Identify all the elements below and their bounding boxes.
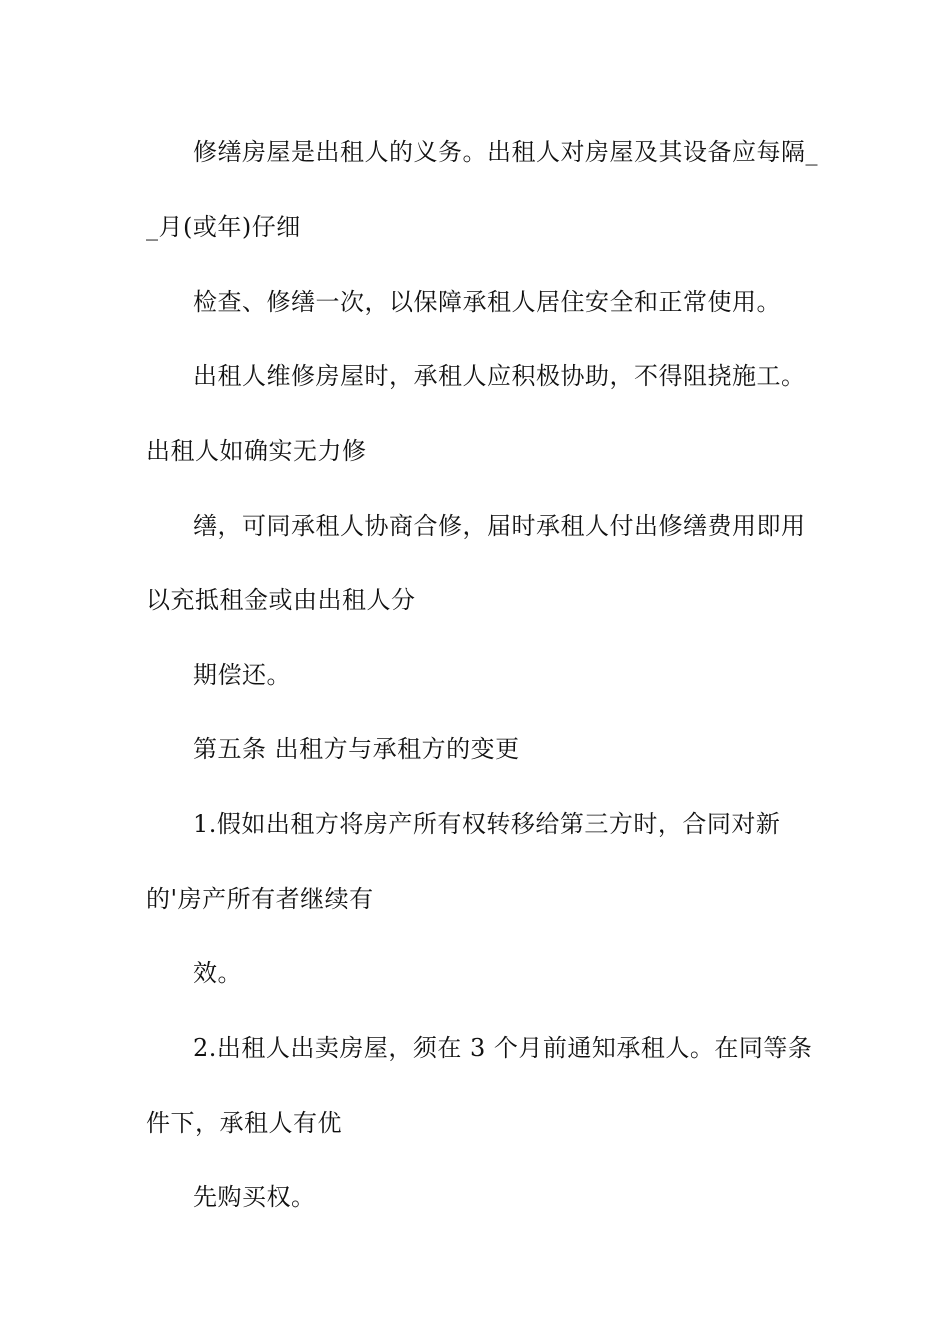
paragraph-line: 的'房产所有者继续有 [146,885,374,913]
paragraph-line: 效。 [193,959,242,987]
paragraph-line: 期偿还。 [193,661,291,689]
paragraph-line: 以充抵租金或由出租人分 [146,586,416,614]
paragraph-line: 缮，可同承租人协商合修，届时承租人付出修缮费用即用 [193,512,806,540]
paragraph-line: 检查、修缮一次，以保障承租人居住安全和正常使用。 [193,288,781,316]
paragraph-line: 1.假如出租方将房产所有权转移给第三方时，合同对新 [193,810,781,838]
paragraph-line: 件下，承租人有优 [146,1109,342,1137]
paragraph-line: 出租人维修房屋时，承租人应积极协助，不得阻挠施工。 [193,362,806,390]
paragraph-line: 修缮房屋是出租人的义务。出租人对房屋及其设备应每隔_ [193,138,818,166]
paragraph-line: 出租人如确实无力修 [146,437,367,465]
paragraph-line: _月(或年)仔细 [146,213,301,241]
section-heading: 第五条 出租方与承租方的变更 [193,735,520,763]
paragraph-line: 2.出租人出卖房屋，须在 3 个月前通知承租人。在同等条 [193,1034,813,1062]
paragraph-line: 先购买权。 [193,1183,316,1211]
